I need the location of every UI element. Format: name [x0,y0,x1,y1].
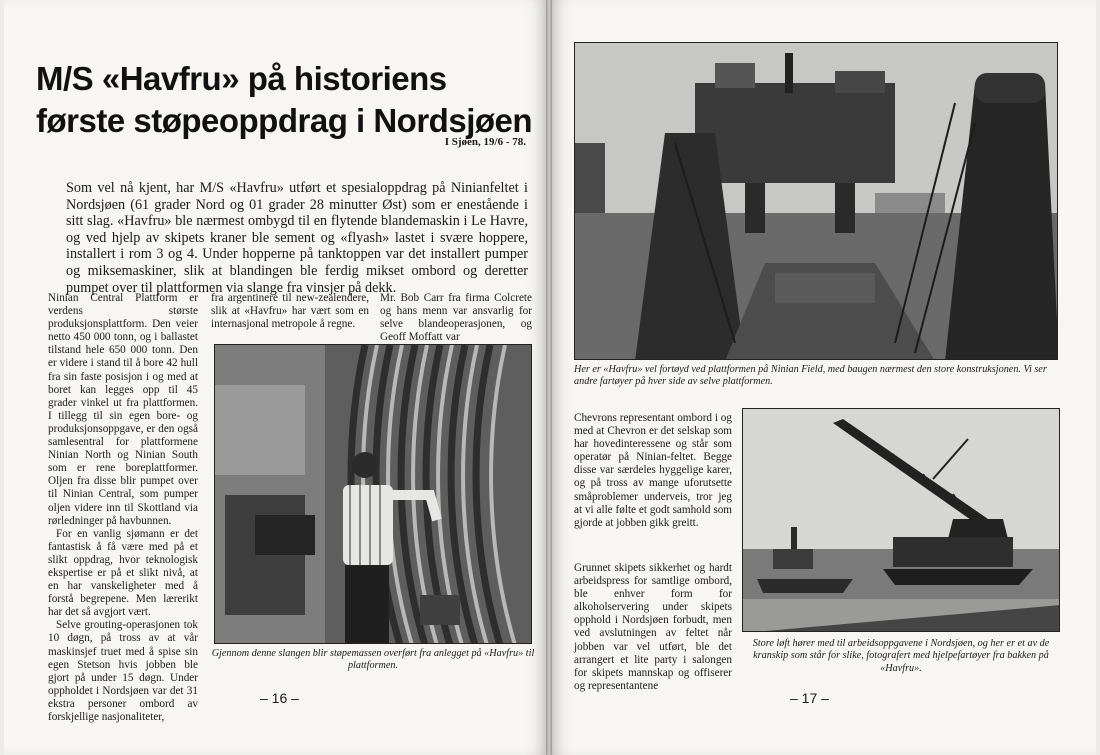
platform-illustration [575,43,1058,360]
man-with-hose-reel-photo [214,344,532,644]
column-1-paragraph: Ninian Central Plattform er verdens største produksjonsplattform. Den veier netto 450 000 tonn, og i ballastet tilstand hele 650 000 tonn. Den er videre i stand til å bore 42 hull fra sin faste posisjon i og med at boret kan legges opp til 45 grader vinkel ut fra plattformen. I tillegg til sin egen bore- og produksjonsoppgave, er den også samlesentral for plattformene Ninian North og Ninian South som er rene boreplattformer. Oljen fra disse blir pumpet over til Ninian Central, som pumper oljen videre inn til Skottland via rørledninger på havbunnen. [48,292,198,527]
page-17 [552,0,1096,755]
page-16 [4,0,546,755]
column-1-paragraph: Selve grouting-operasjonen tok 10 døgn, på tross av at vår maskinsjef truet med å spise sin egen Stetson hvis jobben ble gjort på under 15 døgn. Under oppholdet i Nordsjøen var det 31 ekstra personer ombord av forskjellige nasjonaliteter, [48,619,198,723]
crane-illustration [743,409,1060,632]
column-1 [48,292,198,724]
page-number-16: – 16 – [260,690,299,706]
platform-photo-caption: Her er «Havfru» vel fortøyd ved plattformen på Ninian Field, med baugen nærmest den store konstruksjonen. Vi ser andre fartøyer på hver side av selve plattformen. [574,364,1047,388]
hose-reel-illustration [215,345,532,644]
right-column-paragraph: Grunnet skipets sikkerhet og hardt arbeidspress for samtlige ombord, ble enhver form for alkoholservering under skipets opphold i Nordsjøen forbudt, men ved avslutningen av feltet når jobben var vel utført, ble det arrangert et lite party i salongen for skipets mannskap og offiserer og representantene [574,562,732,692]
right-column-1 [574,412,732,530]
column-1-paragraph: For en vanlig sjømann er det fantastisk å få være med på et slikt oppdrag, hvor teknologisk ekspertise er på et slikt nivå, at en har vanskeligheter med å forstå begrepene. Men lærerikt har det så avgjort vært. [48,527,198,619]
column-3-paragraph: Mr. Bob Carr fra firma Colcrete og hans menn var ansvarlig for selve blandeoperasjonen, og Geoff Moffatt var [380,292,532,344]
column-2 [211,292,369,331]
crane-ship-photo [742,408,1060,632]
oil-platform-photo [574,42,1058,360]
column-2-paragraph: fra argentinere til new-zealendere, slik at «Havfru» har vært som en internasjonal metropole å regne. [211,292,369,331]
right-column-2 [574,562,732,693]
article-title: M/S «Havfru» på historiens første støpeoppdrag i Nordsjøen [36,60,533,139]
column-3 [380,292,532,344]
right-column-paragraph: Chevrons representant ombord i og med at Chevron er det selskap som har hovedinteressene og står som operatør på Ninian-feltet. Begge disse var særdeles hyggelige karer, og på tross av mange uforutsette småproblemer underveis, tror jeg at vi alle følte et godt samhold som gjorde at jobben gikk greitt. [574,412,732,529]
hose-photo-caption: Gjennom denne slangen blir støpemassen overført fra anlegget på «Havfru» til plattformen. [211,648,535,672]
page-number-17: – 17 – [790,690,829,706]
article-source: I Sjøen, 19/6 - 78. [444,136,526,148]
lead-paragraph: Som vel nå kjent, har M/S «Havfru» utført et spesialoppdrag på Ninianfeltet i Nordsjøen (61 grader Nord og 01 grader 28 minutter Øst) som er enestående i sitt slag. «Havfru» ble nærmest ombygd til en flytende blandemaskin i Le Havre, og ved hjelp av skipets kraner ble sement og «flyash» lastet i svære hoppere, installert i rom 3 og 4. Under hopperne på tanktoppen var det installert pumper og miksemaskiner, slik at blandingen ble ferdig mikset ombord og deretter pumpet over til plattformen via slange fra vinsjer på dekk. [66,180,528,296]
crane-photo-caption: Store løft hører med til arbeidsoppgavene i Nordsjøen, og her er et av de kranskip som står for slike, fotografert med hjelpefartøyer fra bakken på «Havfru». [752,638,1050,674]
